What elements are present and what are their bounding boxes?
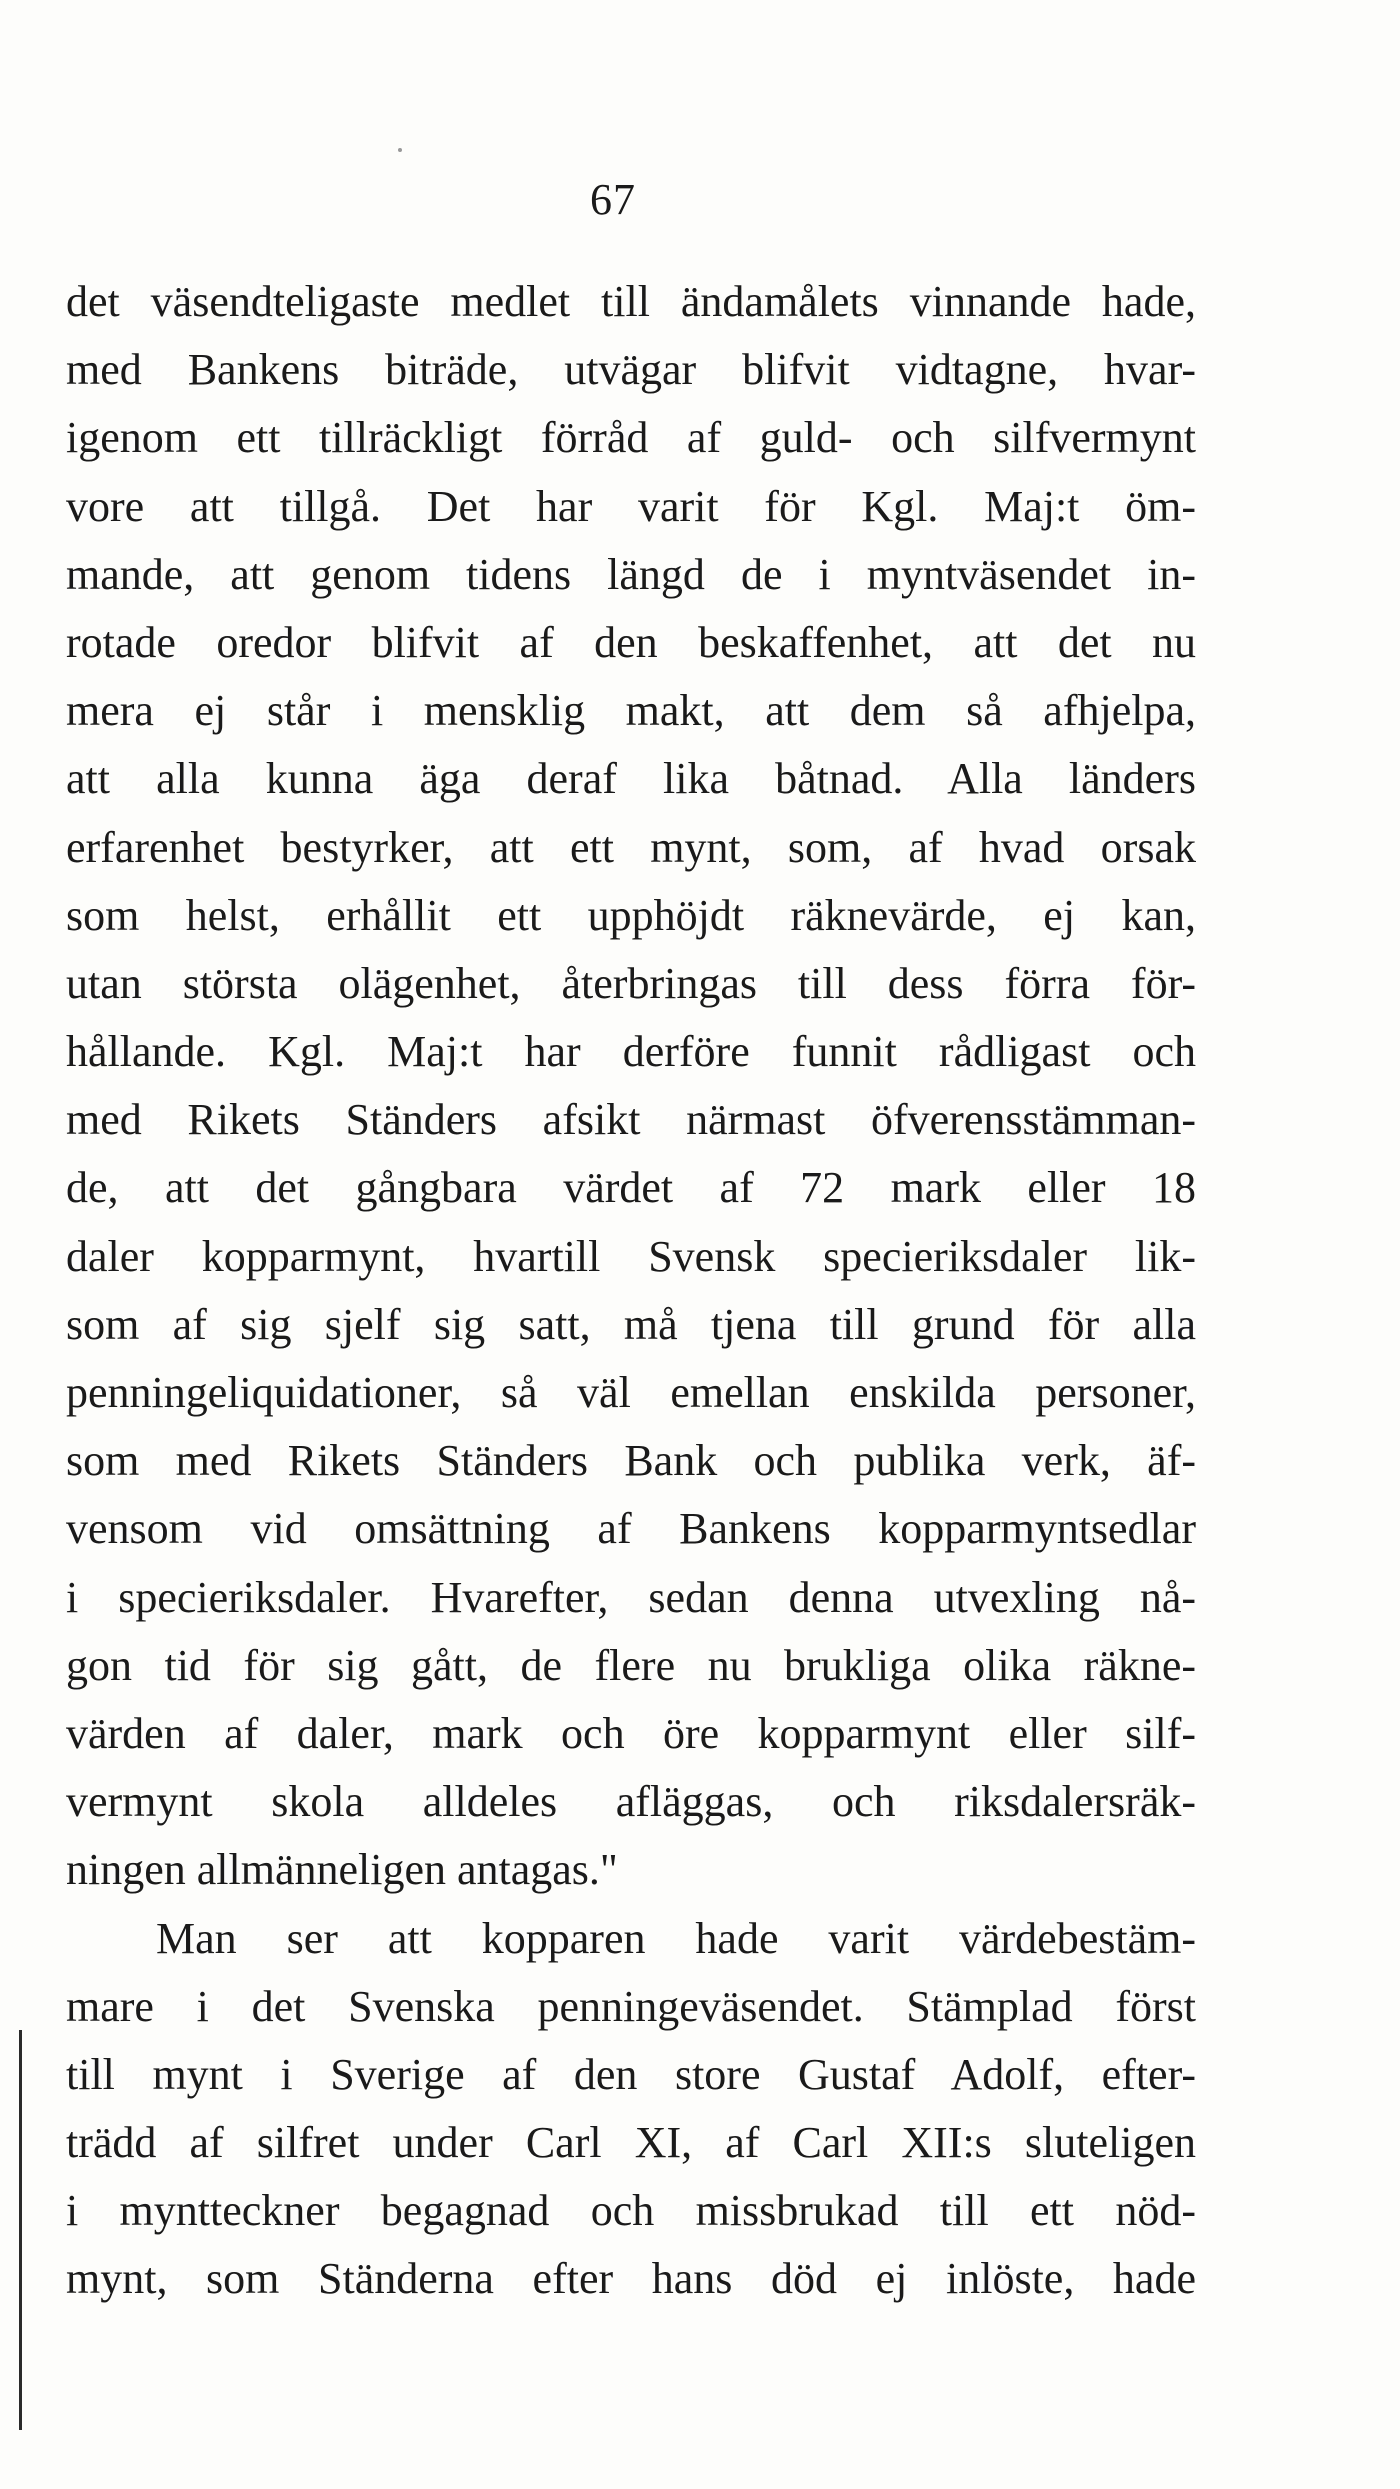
text-line: penningeliquidationer, så väl emellan enskilda personer,	[66, 1368, 1196, 1417]
text-line: som helst, erhållit ett upphöjdt räknevärde, ej kan,	[66, 890, 1196, 940]
text-line: mynt, som Ständerna efter hans död ej inlöste, hade	[66, 2254, 1196, 2304]
page-number: 67	[590, 175, 636, 224]
text-line: med Rikets Ständers afsikt närmast öfverensstämman-	[66, 1095, 1196, 1145]
body-text	[66, 268, 1196, 2314]
text-line: mande, att genom tidens längd de i myntväsendet in-	[66, 549, 1196, 599]
text-line: gon tid för sig gått, de flere nu brukliga olika räkne-	[66, 1640, 1196, 1690]
text-line: hållande. Kgl. Maj:t har derföre funnit rådligast och	[66, 1027, 1196, 1077]
text-line: igenom ett tillräckligt förråd af guld- och silfvermynt	[66, 413, 1196, 463]
text-line: vermynt skola alldeles afläggas, och riksdalersräk-	[66, 1777, 1196, 1827]
paragraph-start-line: Man ser att kopparen hade varit värdebestäm-	[156, 1913, 1196, 1963]
scan-edge-line	[19, 2030, 22, 2430]
text-line: mera ej står i mensklig makt, att dem så afhjelpa,	[66, 686, 1196, 736]
text-line: de, att det gångbara värdet af 72 mark eller 18	[66, 1163, 1196, 1213]
text-line: rotade oredor blifvit af den beskaffenhet, att det nu	[66, 617, 1196, 667]
text-line: i myntteckner begagnad och missbrukad till ett nöd-	[66, 2186, 1196, 2236]
text-line: det väsendteligaste medlet till ändamålets vinnande hade,	[66, 277, 1196, 326]
text-line: värden af daler, mark och öre kopparmynt eller silf-	[66, 1708, 1196, 1758]
text-line: att alla kunna äga deraf lika båtnad. Alla länders	[66, 754, 1196, 804]
text-line: mare i det Svenska penningeväsendet. Stämplad först	[66, 1981, 1196, 2031]
print-speck	[398, 148, 402, 152]
text-line: utan största olägenhet, återbringas till dess förra för-	[66, 958, 1196, 1008]
text-line: vensom vid omsättning af Bankens kopparmyntsedlar	[66, 1504, 1196, 1554]
text-line: erfarenhet bestyrker, att ett mynt, som, af hvad orsak	[66, 822, 1196, 872]
text-line: som med Rikets Ständers Bank och publika verk, äf-	[66, 1436, 1196, 1486]
text-line: i specieriksdaler. Hvarefter, sedan denna utvexling nå-	[66, 1572, 1196, 1622]
text-line: med Bankens biträde, utvägar blifvit vidtagne, hvar-	[66, 345, 1196, 395]
text-line: som af sig sjelf sig satt, må tjena till grund för alla	[66, 1299, 1196, 1349]
text-line: vore att tillgå. Det har varit för Kgl. Maj:t öm-	[66, 481, 1196, 531]
text-line: till mynt i Sverige af den store Gustaf Adolf, efter-	[66, 2049, 1196, 2099]
text-line: trädd af silfret under Carl XI, af Carl XII:s sluteligen	[66, 2118, 1196, 2168]
text-line: ningen allmänneligen antagas."	[66, 1845, 618, 1895]
text-line: daler kopparmynt, hvartill Svensk specieriksdaler lik-	[66, 1231, 1196, 1281]
